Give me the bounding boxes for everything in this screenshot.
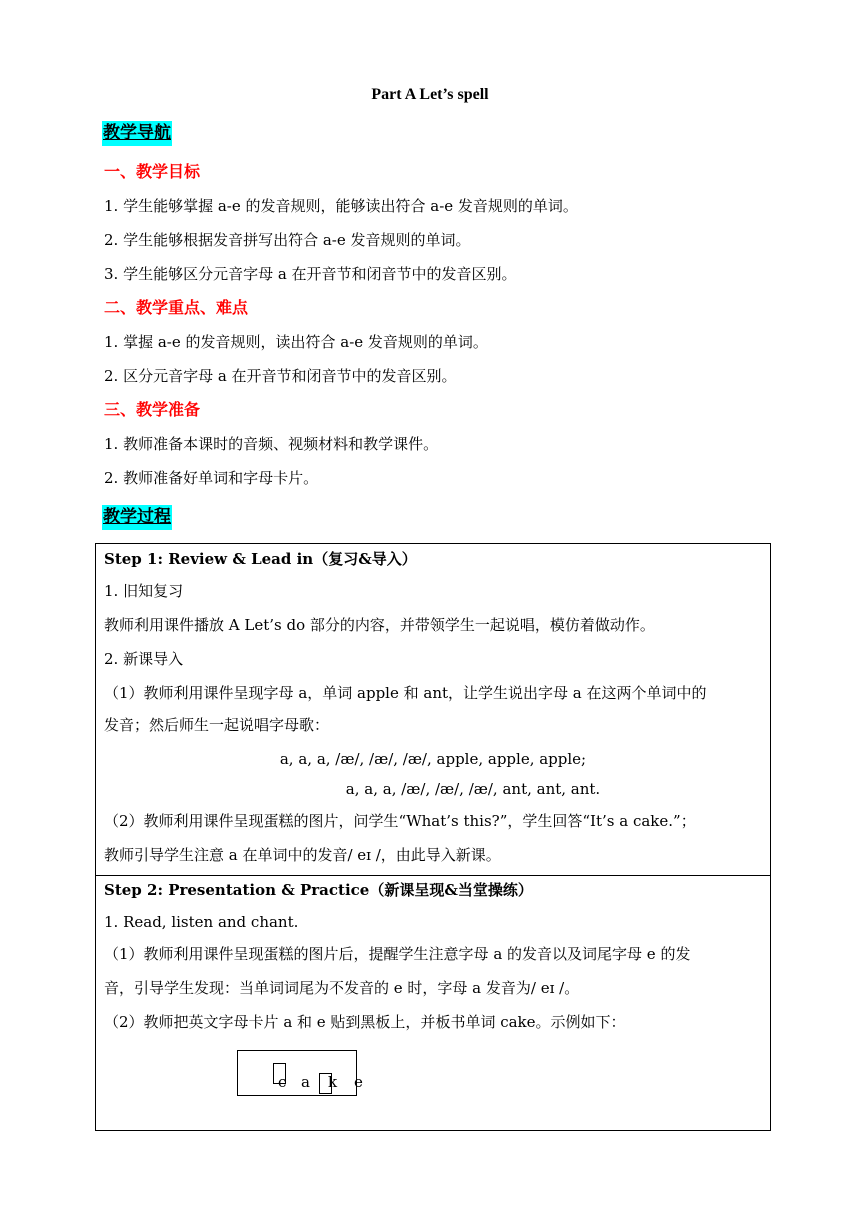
step2-paragraph: （1）教师利用课件呈现蛋糕的图片后，提醒学生注意字母 a 的发音以及词尾字母 e 的发 [104, 945, 691, 963]
objective-item: 3. 学生能够区分元音字母 a 在开音节和闭音节中的发音区别。 [104, 265, 517, 283]
section-title-preparation: 三、教学准备 [104, 400, 201, 419]
section-title-key-points: 二、教学重点、难点 [104, 298, 249, 317]
step1-subheading-review: 1. 旧知复习 [104, 582, 184, 600]
step2-subheading: 1. Read, listen and chant. [104, 913, 299, 931]
letter-e: e [354, 1073, 363, 1091]
letter-a: a [301, 1073, 310, 1091]
step1-paragraph: （1）教师利用课件呈现字母 a，单词 apple 和 ant，让学生说出字母 a 在这两个单词中的 [104, 684, 707, 702]
step1-paragraph: 教师引导学生注意 a 在单词中的发音/ eɪ /，由此导入新课。 [104, 846, 501, 864]
step2-paragraph: （2）教师把英文字母卡片 a 和 e 贴到黑板上，并板书单词 cake。示例如下： [104, 1013, 626, 1031]
chant-line: a, a, a, /æ/, /æ/, /æ/, ant, ant, ant. [345, 780, 601, 798]
objective-item: 2. 学生能够根据发音拼写出符合 a-e 发音规则的单词。 [104, 231, 471, 249]
page-title: Part A Let’s spell [371, 86, 489, 103]
step1-paragraph: 教师利用课件播放 A Let’s do 部分的内容，并带领学生一起说唱，模仿着做动作。 [104, 616, 655, 634]
letter-k: k [328, 1073, 338, 1091]
step1-paragraph: （2）教师利用课件呈现蛋糕的图片，问学生“What’s this?”，学生回答“It’s a cake.”； [104, 812, 696, 830]
key-point-item: 1. 掌握 a-e 的发音规则，读出符合 a-e 发音规则的单词。 [104, 333, 488, 351]
chant-line: a, a, a, /æ/, /æ/, /æ/, apple, apple, apple; [279, 750, 587, 768]
letter-c: c [278, 1073, 287, 1091]
step2-paragraph: 音，引导学生发现：当单词词尾为不发音的 e 时，字母 a 发音为/ eɪ /。 [104, 979, 580, 997]
objective-item: 1. 学生能够掌握 a-e 的发音规则，能够读出符合 a-e 发音规则的单词。 [104, 197, 578, 215]
step1-subheading-intro: 2. 新课导入 [104, 650, 184, 668]
step2-title: Step 2: Presentation & Practice（新课呈现&当堂操练） [104, 881, 533, 899]
step1-title: Step 1: Review & Lead in（复习&导入） [104, 550, 417, 568]
table-row-divider [95, 875, 771, 876]
preparation-item: 1. 教师准备本课时的音频、视频材料和教学课件。 [104, 435, 439, 453]
preparation-item: 2. 教师准备好单词和字母卡片。 [104, 469, 319, 487]
heading-teaching-process: 教学过程 [102, 505, 172, 530]
word-card-example [237, 1050, 357, 1096]
heading-teaching-navigation: 教学导航 [102, 121, 172, 146]
section-title-objectives: 一、教学目标 [104, 162, 201, 181]
step1-paragraph: 发音；然后师生一起说唱字母歌： [104, 716, 330, 734]
key-point-item: 2. 区分元音字母 a 在开音节和闭音节中的发音区别。 [104, 367, 457, 385]
